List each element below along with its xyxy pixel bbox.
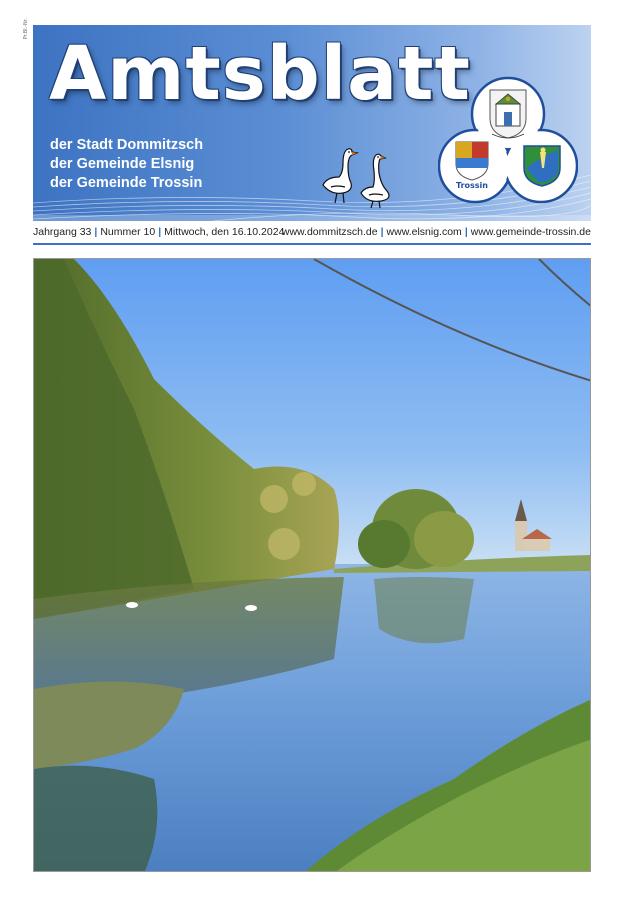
website-links <box>282 226 591 238</box>
separator: | <box>464 226 468 238</box>
cover-photo <box>33 258 591 872</box>
header-divider <box>33 243 591 245</box>
link-elsnig[interactable]: www.elsnig.com <box>386 226 462 238</box>
svg-text:Trossin: Trossin <box>456 181 488 190</box>
subtitle-line-elsnig: der Gemeinde Elsnig <box>50 156 195 172</box>
link-trossin[interactable]: www.gemeinde-trossin.de <box>470 226 591 238</box>
masthead-title: Amtsblatt <box>49 31 471 117</box>
separator: | <box>158 226 162 238</box>
masthead-subtitle <box>50 136 203 193</box>
trossin-crest-icon <box>456 142 488 190</box>
issue-number: Nummer 10 <box>100 226 156 238</box>
landscape-photo-icon <box>34 259 591 872</box>
issue-volume: Jahrgang 33 <box>33 226 92 238</box>
subtitle-line-trossin: der Gemeinde Trossin <box>50 175 203 191</box>
issue-info-bar <box>33 226 591 242</box>
geese-illustration <box>317 143 397 209</box>
issue-details <box>33 226 284 238</box>
dommitzsch-crest-icon <box>490 90 526 138</box>
masthead-banner <box>33 25 591 221</box>
separator: | <box>94 226 98 238</box>
subtitle-line-dommitzsch: der Stadt Dommitzsch <box>50 137 204 153</box>
print-note: Pr.Bl.-Nr. <box>23 18 29 40</box>
municipal-crests <box>438 76 578 206</box>
issue-date: Mittwoch, den 16.10.2024 <box>164 226 285 238</box>
separator: | <box>380 226 384 238</box>
elsnig-crest-icon <box>524 146 560 186</box>
link-dommitzsch[interactable]: www.dommitzsch.de <box>281 226 378 238</box>
